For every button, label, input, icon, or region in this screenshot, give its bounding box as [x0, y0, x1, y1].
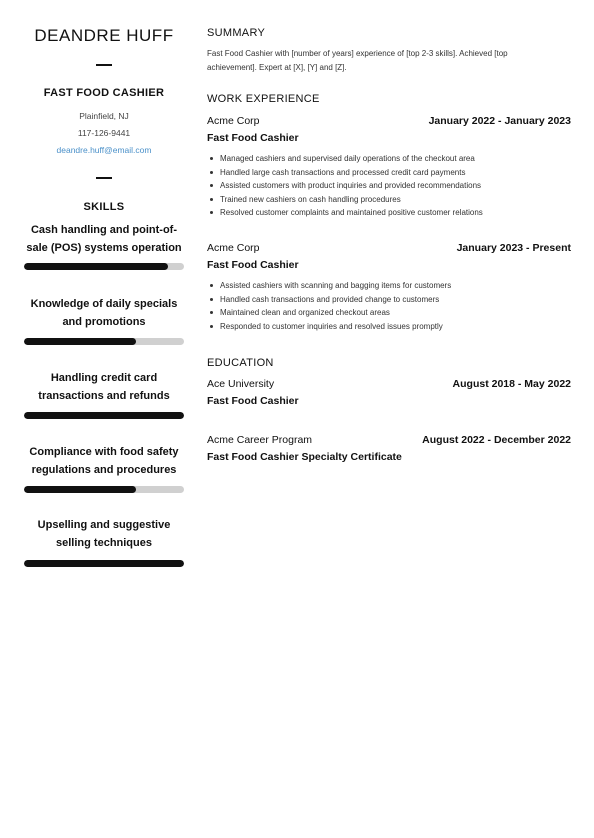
list-item: Handled cash transactions and provided change to customers: [220, 293, 570, 307]
education-dates: August 2018 - May 2022: [452, 378, 571, 390]
job-dates: January 2023 - Present: [456, 242, 571, 254]
candidate-name: DEANDRE HUFF: [34, 26, 174, 45]
company-name: Acme Corp: [207, 242, 260, 254]
company-name: Acme Corp: [207, 115, 260, 127]
job-dates: January 2022 - January 2023: [428, 115, 571, 127]
skill-name: Compliance with food safety regulations and procedures: [29, 446, 179, 476]
skill-name: Handling credit card transactions and refunds: [38, 372, 170, 402]
education-dates: August 2022 - December 2022: [422, 434, 571, 446]
skill-item: [22, 444, 186, 479]
skill-level-fill: [24, 560, 184, 567]
list-item: Resolved customer complaints and maintained positive customer relations: [220, 206, 570, 220]
email-link[interactable]: deandre.huff@email.com: [56, 145, 152, 155]
work-experience-heading: WORK EXPERIENCE: [207, 93, 320, 105]
school-name: Ace University: [207, 378, 275, 390]
list-item: Maintained clean and organized checkout areas: [220, 306, 570, 320]
degree: Fast Food Cashier Specialty Certificate: [207, 451, 402, 463]
job-bullets: [207, 279, 570, 333]
list-item: Managed cashiers and supervised daily operations of the checkout area: [220, 152, 570, 166]
job-bullets: [207, 152, 570, 220]
school-name: Acme Career Program: [207, 434, 313, 446]
education-heading: EDUCATION: [207, 357, 274, 369]
skill-name: Upselling and suggestive selling techniques: [37, 519, 171, 549]
list-item: Trained new cashiers on cash handling procedures: [220, 193, 570, 207]
list-item: Assisted cashiers with scanning and bagging items for customers: [220, 279, 570, 293]
location: Plainfield, NJ: [79, 111, 129, 121]
divider: [96, 177, 112, 179]
skill-item: [22, 370, 186, 405]
skill-level-bar: [24, 412, 184, 419]
skill-level-bar: [24, 560, 184, 567]
skill-name: Knowledge of daily specials and promotions: [30, 298, 178, 328]
summary-heading: SUMMARY: [207, 27, 266, 39]
skill-level-bar: [24, 338, 184, 345]
skill-name: Cash handling and point-of-sale (POS) systems operation: [26, 224, 182, 254]
skill-item: [22, 296, 186, 331]
skill-level-bar: [24, 263, 184, 270]
summary-text: Fast Food Cashier with [number of years] experience of [top 2-3 skills]. Achieved [top achievement]. Expert at [X], [Y] and [Z].: [207, 49, 508, 72]
candidate-title: FAST FOOD CASHIER: [43, 87, 165, 99]
skills-heading: SKILLS: [83, 201, 125, 213]
skill-item: [22, 222, 186, 257]
skill-item: [22, 517, 186, 552]
skill-level-fill: [24, 263, 168, 270]
list-item: Handled large cash transactions and processed credit card payments: [220, 166, 570, 180]
skill-level-bar: [24, 486, 184, 493]
list-item: Responded to customer inquiries and resolved issues promptly: [220, 320, 570, 334]
phone: 117-126-9441: [77, 128, 131, 138]
skill-level-fill: [24, 412, 184, 419]
divider: [96, 64, 112, 66]
list-item: Assisted customers with product inquiries and provided recommendations: [220, 179, 570, 193]
skill-level-fill: [24, 338, 136, 345]
job-role: Fast Food Cashier: [207, 132, 299, 144]
job-role: Fast Food Cashier: [207, 259, 299, 271]
degree: Fast Food Cashier: [207, 395, 299, 407]
skill-level-fill: [24, 486, 136, 493]
